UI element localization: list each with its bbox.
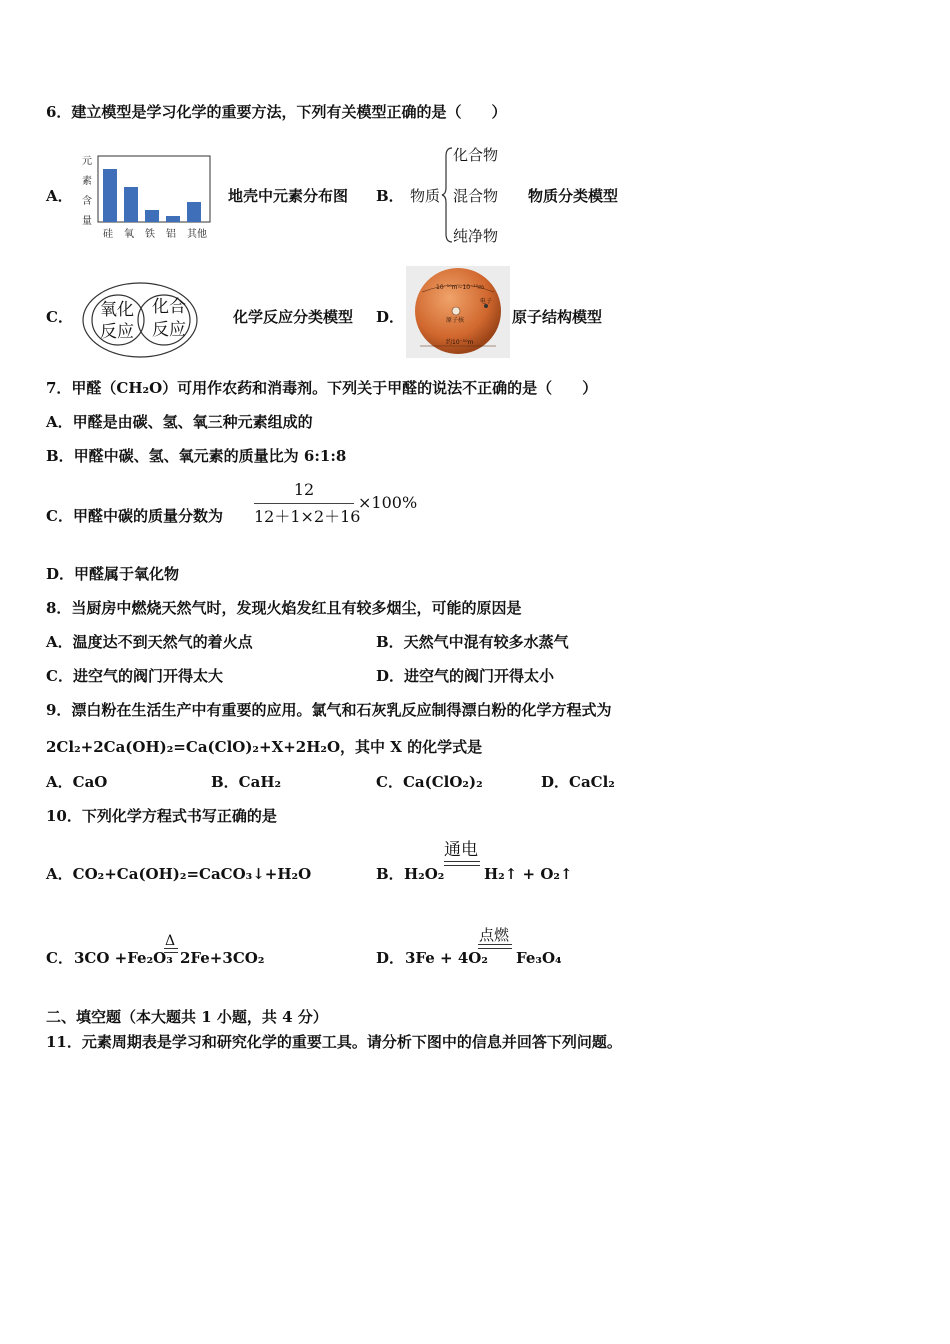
atom-label: 10⁻¹⁰m~10⁻¹⁰m — [436, 284, 484, 291]
y-axis-char: 元 — [82, 156, 92, 167]
classification-branch-1: 化合物 — [453, 146, 499, 164]
q10-b-equals — [444, 861, 480, 866]
q7-option-b: B．甲醛中碳、氢、氧元素的质量比为 6:1:8 — [46, 447, 347, 465]
mass-fraction-numerator: 12 — [293, 480, 315, 499]
q7-option-d: D．甲醛属于氧化物 — [46, 565, 180, 583]
q7-option-a: A．甲醛是由碳、氢、氧三种元素组成的 — [46, 413, 313, 431]
q8-option-c: C．进空气的阀门开得太大 — [46, 667, 223, 685]
bar-oxygen — [124, 187, 138, 222]
q10-b-products: H₂↑ + O₂↑ — [484, 865, 573, 883]
section-heading: 二、填空题（本大题共 1 小题，共 4 分） — [46, 1008, 328, 1026]
q6-option-d-label: D． — [376, 308, 405, 326]
element-abundance-bar-chart — [76, 150, 218, 242]
x-axis-label: 硅 — [103, 229, 113, 240]
q6-option-c-text: 化学反应分类模型 — [233, 308, 354, 326]
q8-option-a: A．温度达不到天然气的着火点 — [46, 633, 253, 651]
q10-d-products: Fe₃O₄ — [516, 949, 562, 967]
x-axis-label: 铁 — [145, 229, 155, 240]
venn-right-line2: 反应 — [152, 320, 186, 340]
q11-stem: 11．元素周期表是学习和研究化学的重要工具。请分析下图中的信息并回答下列问题。 — [46, 1033, 622, 1051]
venn-left-line1: 氧化 — [100, 300, 134, 320]
q6-option-b-label: B． — [376, 187, 404, 205]
atom-label: 约10⁻¹⁰m — [446, 339, 474, 346]
q10-d-reactants: 3Fe + 4O₂ — [405, 949, 488, 967]
q10-option-c-label: C． — [46, 949, 73, 967]
bar-aluminum — [166, 216, 180, 222]
q10-c-equals — [164, 948, 178, 953]
bar-other — [187, 202, 201, 222]
q6-option-d-text: 原子结构模型 — [512, 308, 603, 326]
q8-stem: 8．当厨房中燃烧天然气时，发现火焰发红且有较多烟尘，可能的原因是 — [46, 599, 522, 617]
atom-label: 原子核 — [446, 317, 465, 324]
x-axis-label: 其他 — [187, 229, 207, 240]
percent-multiplier: ×100% — [358, 493, 418, 512]
q9-option-a: A．CaO — [46, 773, 108, 791]
q8-option-b: B．天然气中混有较多水蒸气 — [376, 633, 569, 651]
q9-option-c: C．Ca(ClO₂)₂ — [376, 773, 483, 791]
q6-option-b-text: 物质分类模型 — [528, 187, 619, 205]
q10-c-products: 2Fe+3CO₂ — [180, 949, 265, 967]
q10-c-condition: Δ — [165, 933, 176, 949]
bar-silicon — [103, 169, 117, 222]
q9-equation: 2Cl₂+2Ca(OH)₂=Ca(ClO)₂+X+2H₂O，其中 X 的化学式是 — [46, 738, 483, 756]
y-axis-char: 量 — [82, 216, 92, 227]
q6-option-a-text: 地壳中元素分布图 — [228, 187, 349, 205]
mass-fraction-denominator: 12＋1×2＋16 — [254, 507, 361, 526]
atom-label: 电子 — [480, 298, 493, 305]
q10-c-reactants: 3CO +Fe₂O₃ — [74, 949, 173, 967]
q8-option-d: D．进空气的阀门开得太小 — [376, 667, 555, 685]
venn-right-line1: 化合 — [152, 297, 186, 317]
q6-option-a-label: A． — [46, 187, 73, 205]
classification-branch-2: 混合物 — [453, 187, 499, 205]
classification-branch-3: 纯净物 — [453, 227, 499, 245]
bar-iron — [145, 210, 159, 222]
q10-b-condition: 通电 — [444, 840, 478, 860]
atom-model-image — [406, 266, 510, 358]
q7-stem: 7．甲醛（CH₂O）可用作农药和消毒剂。下列关于甲醛的说法不正确的是（ ） — [46, 379, 598, 397]
q7-option-c-prefix: C．甲醛中碳的质量分数为 — [46, 507, 223, 525]
q6-stem: 6．建立模型是学习化学的重要方法，下列有关模型正确的是（ ） — [46, 103, 507, 121]
q10-option-a: A．CO₂+Ca(OH)₂=CaCO₃↓+H₂O — [46, 865, 312, 883]
q9-option-d: D．CaCl₂ — [541, 773, 615, 791]
q10-d-condition: 点燃 — [479, 926, 510, 944]
venn-left-line2: 反应 — [100, 322, 134, 342]
q10-d-equals — [478, 944, 512, 949]
q10-b-reactants: H₂O₂ — [404, 865, 445, 883]
q10-option-d-label: D． — [376, 949, 405, 967]
fraction-bar — [254, 503, 354, 504]
y-axis-char: 素 — [82, 176, 92, 187]
q10-option-b-label: B． — [376, 865, 404, 883]
q10-stem: 10．下列化学方程式书写正确的是 — [46, 807, 277, 825]
classification-root: 物质 — [410, 187, 441, 205]
x-axis-label: 氧 — [124, 229, 134, 240]
y-axis-char: 含 — [82, 196, 92, 207]
x-axis-label: 铝 — [166, 229, 176, 240]
q6-option-c-label: C． — [46, 308, 73, 326]
q9-stem: 9．漂白粉在生活生产中有重要的应用。氯气和石灰乳反应制得漂白粉的化学方程式为 — [46, 701, 612, 719]
q9-option-b: B．CaH₂ — [211, 773, 282, 791]
